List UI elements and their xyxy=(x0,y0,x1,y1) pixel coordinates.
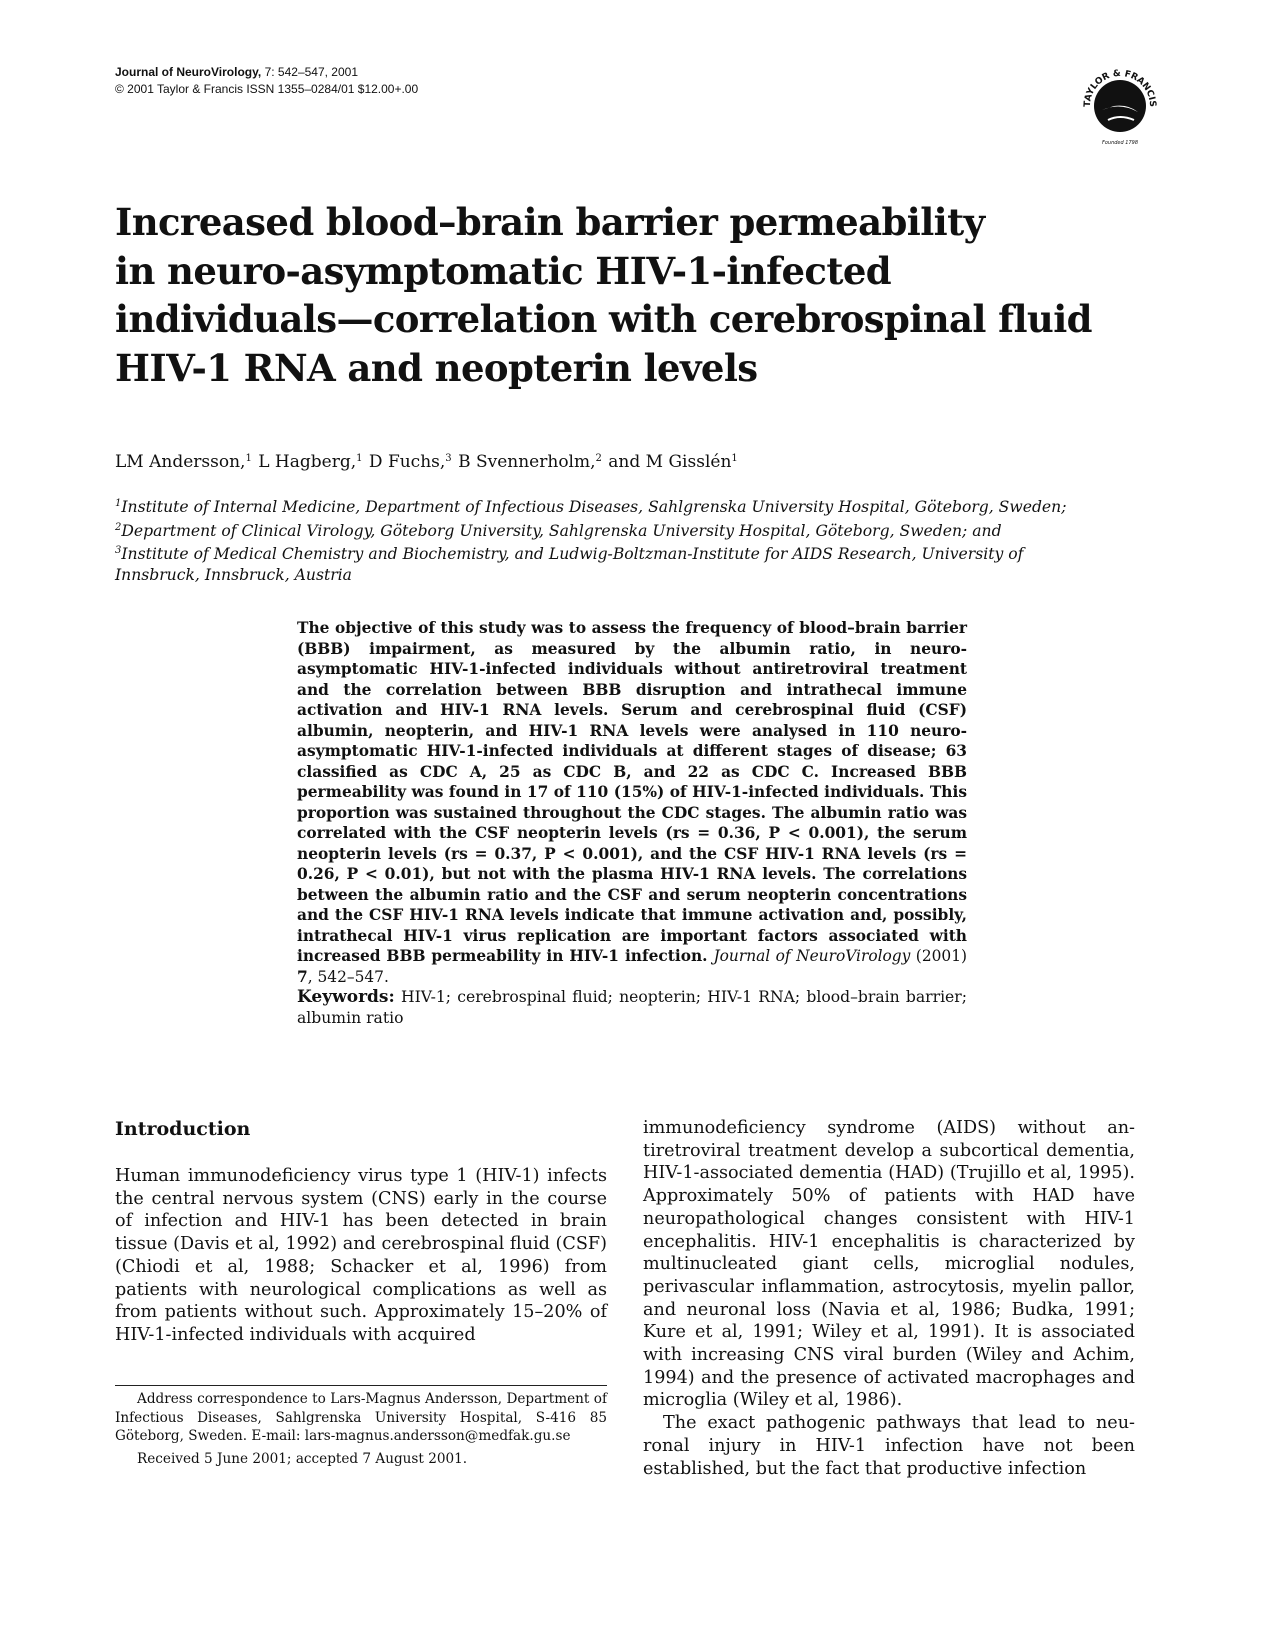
article-title xyxy=(115,198,1175,392)
affiliations xyxy=(115,494,1195,585)
footnote xyxy=(115,1390,607,1468)
keywords xyxy=(297,987,967,1029)
copyright-line: © 2001 Taylor & Francis ISSN 1355–0284/01 $12.00+.00 xyxy=(115,82,419,96)
body-paragraph: immunodeficiency syndrome (AIDS) without antiretroviral treatment develop a subcortical dementia, HIV-1-associated dementia (HAD) (Trujillo et al, 1995). Approximately 50% of patients with HAD have neuropathological changes consistent with HIV-1 encephalitis. HIV-1 encephalitis is characterized by multinucleated giant cells, microglial nodules, perivascular inflammation, astrocytosis, myelin pallor, and neuronal loss (Navia et al, 1986; Budka, 1991; Kure et al, 1991; Wiley et al, 1991). It is associated with increasing CNS viral burden (Wiley and Achim, 1994) and the presence of activated macrophages and microglia (Wiley et al, 1986). xyxy=(643,1118,1135,1411)
title-line: HIV-1 RNA and neopterin levels xyxy=(115,345,758,390)
affiliation: $^3$Institute of Medical Chemistry and Biochemistry, and Ludwig-Boltzman-Institute for AIDS Research, University of xyxy=(115,545,1024,563)
keywords-text: HIV-1; cerebrospinal fluid; neopterin; HIV-1 RNA; blood–brain barrier; albumin ratio xyxy=(297,988,967,1027)
volume-pages: 7: 542–547, 2001 xyxy=(261,65,359,79)
affiliation: $^1$Institute of Internal Medicine, Department of Infectious Diseases, Sahlgrenska University Hospital, Göteborg, Sweden; xyxy=(115,498,1067,516)
footnote-divider xyxy=(115,1385,607,1386)
author: B Svennerholm,$^2$ xyxy=(458,452,602,472)
journal-citation-line xyxy=(115,64,418,81)
logo-founded-text: Founded 1798 xyxy=(1101,140,1139,146)
received-date: Received 5 June 2001; accepted 7 August 2001. xyxy=(137,1450,468,1467)
taylor-francis-logo xyxy=(1078,64,1162,148)
right-column xyxy=(643,1117,1135,1480)
section-heading-introduction: Introduction xyxy=(115,1118,251,1140)
affiliation: $^2$Department of Clinical Virology, Göteborg University, Sahlgrenska University Hospital, Göteborg, Sweden; and xyxy=(115,521,1002,540)
author: and M Gisslén$^1$ xyxy=(608,452,738,472)
abstract-citation: Journal of NeuroVirology (2001) 7, 542–547. xyxy=(297,947,967,986)
keywords-label: Keywords: xyxy=(297,987,395,1007)
body-paragraph: The exact pathogenic pathways that lead to neuronal injury in HIV-1 infection have not been established, but the fact that productive infection xyxy=(643,1413,1135,1479)
body-paragraph: Human immunodeficiency virus type 1 (HIV-1) infects the central nervous system (CNS) early in the course of infection and HIV-1 has been detected in brain tissue (Davis et al, 1992) and cerebrospinal fluid (CSF) (Chiodi et al, 1988; Schacker et al, 1996) from patients with neurological complications as well as from patients without such. Approximately 15–20% of HIV-1-infected individuals with acquired xyxy=(115,1166,607,1345)
author: D Fuchs,$^3$ xyxy=(368,452,452,472)
abstract-text: The objective of this study was to assess the frequency of blood–brain barrier (BBB) impairment, as measured by the albumin ratio, in neuro-asymptomatic HIV-1-infected individuals without antiretroviral treatment and the correlation between BBB disruption and intrathecal immune activation and HIV-1 RNA levels. Serum and cerebrospinal fluid (CSF) albumin, neopterin, and HIV-1 RNA levels were analysed in 110 neuro-asymptomatic HIV-1-infected individuals at different stages of disease; 63 classified as CDC A, 25 as CDC B, and 22 as CDC C. Increased BBB permeability was found in 17 of 110 (15%) of HIV-1-infected individuals. This proportion was sustained throughout the CDC stages. The albumin ratio was correlated with the CSF neopterin levels (rs = 0.36, P < 0.001), the serum neopterin levels (rs = 0.37, P < 0.001), and the CSF HIV-1 RNA levels (rs = 0.26, P < 0.01), but not with the plasma HIV-1 RNA levels. The correlations between the albumin ratio and the CSF and serum neopterin concentrations and the CSF HIV-1 RNA levels indicate that immune activation and, possibly, intrathecal HIV-1 virus replication are important factors associated with increased BBB permeability in HIV-1 infection. xyxy=(297,619,967,965)
title-line: in neuro-asymptomatic HIV-1-infected xyxy=(115,248,892,293)
logo-ring-text: TAYLOR & FRANCIS xyxy=(1082,68,1158,108)
journal-name: Journal of NeuroVirology, xyxy=(115,65,262,79)
author-list xyxy=(115,452,739,472)
correspondence-note: Address correspondence to Lars-Magnus Andersson, Department of Infectious Diseases, Sahlgrenska University Hospital, S-416 85 Göteborg, Sweden. E-mail: lars-magnus.andersson@medfak.gu.se xyxy=(115,1391,607,1444)
author: LM Andersson,$^1$ xyxy=(115,452,252,472)
affiliation: Innsbruck, Innsbruck, Austria xyxy=(115,565,352,584)
left-column xyxy=(115,1165,607,1347)
title-line: individuals—correlation with cerebrospinal fluid xyxy=(115,297,1092,341)
title-line: Increased blood–brain barrier permeability xyxy=(115,200,985,244)
abstract xyxy=(297,618,967,987)
running-header xyxy=(115,64,418,98)
author: L Hagberg,$^1$ xyxy=(258,452,363,472)
